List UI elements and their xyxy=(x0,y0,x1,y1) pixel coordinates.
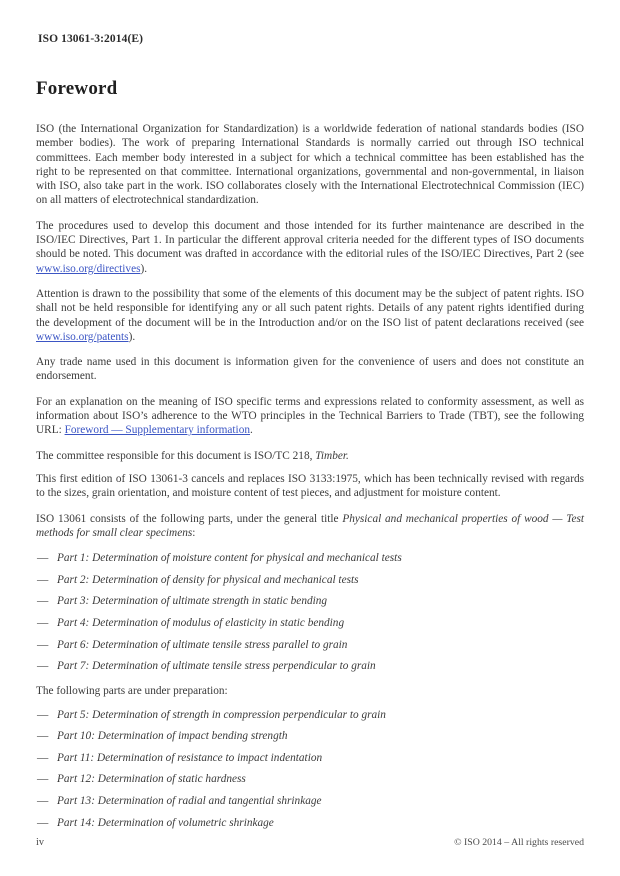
paragraph-procedures-text-before: The procedures used to develop this document and those intended for its further maintenance are described in the ISO/IEC Directives, Part 1. In particular the different approval criteria needed for the different types of ISO documents should be noted. This document was drafted in accordance with the editorial rules of the ISO/IEC Directives, Part 2 (see xyxy=(36,219,584,261)
list-item-label: Part 13: Determination of radial and tangential shrinkage xyxy=(57,795,322,808)
em-dash-bullet-icon: — xyxy=(37,773,49,786)
list-item-label: Part 2: Determination of density for physical and mechanical tests xyxy=(57,573,359,586)
em-dash-bullet-icon: — xyxy=(37,816,49,829)
list-item-label: Part 6: Determination of ultimate tensile stress parallel to grain xyxy=(57,638,348,651)
em-dash-bullet-icon: — xyxy=(37,595,49,608)
parts-intro-text-after: : xyxy=(192,526,196,539)
em-dash-bullet-icon: — xyxy=(37,730,49,743)
general-title: Physical and mechanical properties of wood — Test methods for small clear specimens xyxy=(36,512,584,539)
paragraph-conformity-assessment xyxy=(36,395,584,438)
em-dash-bullet-icon: — xyxy=(37,751,49,764)
parts-intro-text-before: ISO 13061 consists of the following parts, under the general title xyxy=(36,512,343,525)
published-parts-list xyxy=(36,551,584,673)
paragraph-preparation-intro: The following parts are under preparation: xyxy=(36,685,228,698)
list-item xyxy=(36,638,584,652)
list-item-label: Part 3: Determination of ultimate strength in static bending xyxy=(57,595,328,608)
paragraph-procedures xyxy=(36,219,584,276)
paragraph-parts-intro xyxy=(36,512,584,541)
em-dash-bullet-icon: — xyxy=(37,616,49,629)
list-item xyxy=(36,616,584,630)
list-item xyxy=(36,729,584,743)
page-number: iv xyxy=(36,837,44,848)
paragraph-iso-description: ISO (the International Organization for Standardization) is a worldwide federation of national standards bodies (ISO member bodies). The work of preparing International Standards is normally carried out through ISO technical committees. Each member body interested in a subject for which a technical committee has been established has the right to be represented on that committee. International organizations, governmental and non-governmental, in liaison with ISO, also take part in the work. ISO collaborates closely with the International Electrotechnical Commission (IEC) on all matters of electrotechnical standardization. xyxy=(36,123,584,207)
link-foreword-supplementary-information[interactable]: Foreword — Supplementary information xyxy=(64,424,250,437)
paragraph-committee-responsible xyxy=(36,449,584,463)
list-item xyxy=(36,659,584,673)
em-dash-bullet-icon: — xyxy=(37,795,49,808)
em-dash-bullet-icon: — xyxy=(37,660,49,673)
list-item xyxy=(36,708,584,722)
paragraph-patent-text-before: Attention is drawn to the possibility that some of the elements of this document may be the subject of patent rights. ISO shall not be held responsible for identifying any or all such patent rights. Details of any patent rights identified during the development of the document will be in the Introduction and/or on the ISO list of patent declarations received (see xyxy=(36,287,584,329)
list-item xyxy=(36,816,584,830)
list-item-label: Part 12: Determination of static hardness xyxy=(57,773,246,786)
document-header-reference: ISO 13061-3:2014(E) xyxy=(38,33,144,45)
paragraph-first-edition: This first edition of ISO 13061-3 cancels and replaces ISO 3133:1975, which has been technically revised with regards to the sizes, grain orientation, and moisture content of test pieces, and adjustment for moisture content. xyxy=(36,472,584,500)
list-item xyxy=(36,772,584,786)
paragraph-conformity-text-before: For an explanation on the meaning of ISO specific terms and expressions related to conformity assessment, as well as information about ISO’s adherence to the WTO principles in the Technical Barriers to Trade (TBT), see the following URL: xyxy=(36,395,584,437)
list-item-label: Part 14: Determination of volumetric shrinkage xyxy=(57,816,274,829)
link-iso-directives[interactable]: www.iso.org/directives xyxy=(36,262,141,275)
paragraph-procedures-text-after: ). xyxy=(140,262,148,275)
paragraph-patent-text-after: ). xyxy=(128,330,136,343)
list-item-label: Part 1: Determination of moisture content for physical and mechanical tests xyxy=(57,552,402,565)
copyright-notice: © ISO 2014 – All rights reserved xyxy=(454,837,584,848)
preparation-parts-list xyxy=(36,708,584,830)
em-dash-bullet-icon: — xyxy=(37,573,49,586)
link-iso-patents[interactable]: www.iso.org/patents xyxy=(36,330,129,343)
list-item xyxy=(36,551,584,565)
list-item xyxy=(36,794,584,808)
page-footer xyxy=(36,837,584,848)
paragraph-committee-text: The committee responsible for this document is ISO/TC 218, xyxy=(36,449,316,462)
list-item xyxy=(36,573,584,587)
document-body xyxy=(36,78,584,841)
list-item-label: Part 7: Determination of ultimate tensile stress perpendicular to grain xyxy=(57,660,376,673)
paragraph-patent-rights xyxy=(36,287,584,344)
page-title: Foreword xyxy=(36,78,118,99)
list-item-label: Part 4: Determination of modulus of elasticity in static bending xyxy=(57,616,345,629)
list-item-label: Part 11: Determination of resistance to impact indentation xyxy=(57,751,323,764)
em-dash-bullet-icon: — xyxy=(37,708,49,721)
committee-title: Timber. xyxy=(315,449,349,462)
paragraph-conformity-text-after: . xyxy=(250,424,253,437)
list-item xyxy=(36,594,584,608)
list-item-label: Part 10: Determination of impact bending strength xyxy=(57,730,288,743)
em-dash-bullet-icon: — xyxy=(37,638,49,651)
list-item xyxy=(36,751,584,765)
list-item-label: Part 5: Determination of strength in compression perpendicular to grain xyxy=(57,708,386,721)
paragraph-trade-name: Any trade name used in this document is information given for the convenience of users and does not constitute an endorsement. xyxy=(36,356,584,383)
em-dash-bullet-icon: — xyxy=(37,552,49,565)
